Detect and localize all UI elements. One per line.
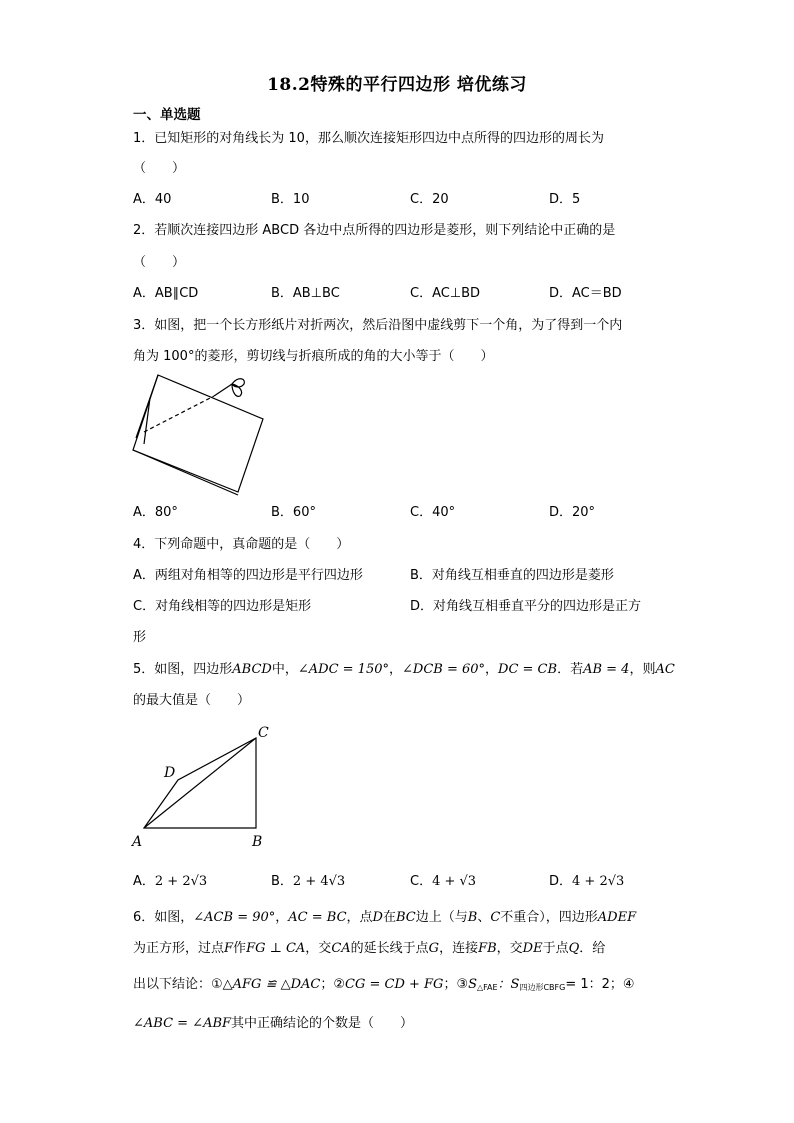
- q5-cond-dc-cb: DC = CB: [498, 662, 558, 677]
- q5-text: ，则: [629, 662, 656, 677]
- option-value: 2 + 4√3: [292, 874, 346, 889]
- option-letter: D．: [549, 874, 573, 889]
- q4-option-d-wrap: 形: [133, 630, 147, 645]
- q2-stem: 2．若顺次连接四边形 ABCD 各边中点所得的四边形是菱形，则下列结论中正确的是: [133, 223, 616, 238]
- q3-option-a[interactable]: A．80°: [133, 505, 178, 520]
- q5-text: 5．如图，四边形: [133, 662, 233, 677]
- q5-option-c[interactable]: [410, 873, 476, 891]
- q2-option-a[interactable]: A．AB∥CD: [133, 286, 199, 301]
- q6-text: ，点: [346, 910, 373, 925]
- q3-folded-paper-figure: [128, 372, 273, 497]
- option-value: 4 + √3: [432, 874, 477, 889]
- q6-math: △AFG ≌ △DAC: [222, 977, 321, 992]
- q6-text: 其中正确结论的个数是（ ）: [231, 1016, 414, 1031]
- q6-text: 作: [233, 941, 247, 956]
- q6-text: 于点: [542, 941, 569, 956]
- diagonal-ac: [144, 738, 256, 828]
- q5-stem-line2: 的最大值是（ ）: [133, 693, 251, 708]
- q6-math: CG = CD + FG: [345, 977, 444, 992]
- q4-option-c[interactable]: C．对角线相等的四边形是矩形: [133, 599, 312, 614]
- q5-cond-dcb: ∠DCB = 60°: [402, 662, 486, 677]
- q6-math: ADEF: [597, 910, 637, 925]
- q6-math: ∠ABC = ∠ABF: [133, 1016, 232, 1031]
- q5-stem-line1: 5．如图，四边形ABCD中，∠ADC = 150°，∠DCB = 60°，DC = CB．若AB = 4，则AC: [133, 662, 675, 677]
- q6-math: AC = BC: [288, 910, 347, 925]
- q4-stem: 4．下列命题中，真命题的是（ ）: [133, 537, 350, 552]
- option-letter: A．: [133, 874, 155, 889]
- q5-cond-adc: ∠ADC = 150°: [297, 662, 389, 677]
- q6-stem-line4: [133, 1015, 413, 1033]
- option-letter: C．: [410, 874, 433, 889]
- q1-option-a[interactable]: A．40: [133, 192, 172, 207]
- label-c: C: [258, 725, 269, 741]
- q3-stem-line2: 角为 100°的菱形，剪切线与折痕所成的角的大小等于（ ）: [133, 349, 494, 364]
- label-b: B: [252, 834, 263, 850]
- q4-option-b[interactable]: B．对角线互相垂直的四边形是菱形: [410, 568, 614, 583]
- q6-math: DE: [522, 941, 543, 956]
- option-letter: B．: [271, 874, 293, 889]
- q4-option-d[interactable]: D．对角线互相垂直平分的四边形是正方: [410, 599, 642, 614]
- q5-option-d[interactable]: [549, 873, 624, 891]
- q6-stem-line1: 6．如图，∠ACB = 90°，AC = BC，点D在BC边上（与B、C不重合），四边形ADEF: [133, 910, 637, 925]
- option-value: 4 + 2√3: [572, 874, 625, 889]
- q5-option-a[interactable]: [133, 873, 207, 891]
- q6-math: ：S: [497, 977, 520, 992]
- q5-cond-ab: AB = 4: [583, 662, 630, 677]
- section-heading: 一、单选题: [133, 107, 201, 123]
- q6-text: = 1：2；④: [565, 977, 635, 992]
- q3-stem-line1: 3．如图，把一个长方形纸片对折两次，然后沿图中虚线剪下一个角，为了得到一个内: [133, 318, 623, 333]
- option-value: 2 + 2√3: [154, 874, 208, 889]
- q1-blank: （ ）: [133, 161, 186, 176]
- q6-text: 6．如图，: [133, 910, 194, 925]
- q6-stem-line2: [133, 940, 605, 958]
- q6-text: 、: [477, 910, 491, 925]
- q6-math: S: [468, 977, 477, 992]
- q6-math: FG ⊥ CA: [246, 941, 306, 956]
- q6-text: ；②: [320, 977, 346, 992]
- scissors-icon: [214, 379, 244, 397]
- q6-math: CA: [331, 941, 351, 956]
- q3-option-c[interactable]: C．40°: [410, 505, 456, 520]
- q6-math: BC: [395, 910, 416, 925]
- q6-math: B: [467, 910, 478, 925]
- q1-option-d[interactable]: D．5: [549, 192, 581, 207]
- q3-option-d[interactable]: D．20°: [549, 505, 596, 520]
- label-a: A: [132, 834, 143, 850]
- q2-option-b[interactable]: B．AB⊥BC: [271, 286, 340, 301]
- q6-math: G: [428, 941, 440, 956]
- q1-option-b[interactable]: B．10: [271, 192, 310, 207]
- q6-text: 出以下结论：①: [133, 977, 223, 992]
- page-title: 18.2特殊的平行四边形 培优练习: [267, 75, 527, 95]
- q5-ac: AC: [655, 662, 675, 677]
- q1-option-c[interactable]: C．20: [410, 192, 449, 207]
- q5-quadrilateral-figure: [128, 722, 278, 852]
- q6-math: Q: [568, 941, 580, 956]
- q6-text: ，交: [305, 941, 332, 956]
- q5-text: ．若: [557, 662, 584, 677]
- q6-math: ∠ACB = 90°: [193, 910, 276, 925]
- q5-quad: ABCD: [232, 662, 272, 677]
- q6-text: 不重合），四边形: [500, 910, 598, 925]
- q6-text: 的延长线于点: [350, 941, 429, 956]
- q4-option-a[interactable]: A．两组对角相等的四边形是平行四边形: [133, 568, 363, 583]
- q1-stem: 1．已知矩形的对角线长为 10，那么顺次连接矩形四边中点所得的四边形的周长为: [133, 131, 604, 146]
- q6-text: ，连接: [439, 941, 479, 956]
- q2-blank: （ ）: [133, 255, 186, 270]
- q2-option-c[interactable]: C．AC⊥BD: [410, 286, 481, 301]
- q2-option-d[interactable]: D．AC＝BD: [549, 286, 622, 301]
- label-d: D: [164, 765, 176, 781]
- q5-option-b[interactable]: [271, 873, 345, 891]
- q6-text: ，交: [496, 941, 523, 956]
- q6-text: ；③: [443, 977, 469, 992]
- q6-math: F: [224, 941, 234, 956]
- q6-text: 边上（与: [415, 910, 468, 925]
- q6-math: FB: [478, 941, 497, 956]
- q6-subscript: 四边形CBFG: [519, 983, 566, 992]
- q6-text: 为正方形，过点: [133, 941, 225, 956]
- q5-text: 中，: [271, 662, 298, 677]
- q6-math: D: [372, 910, 383, 925]
- q6-stem-line3: [133, 976, 635, 997]
- q6-subscript: △FAE: [477, 983, 498, 992]
- q6-math: C: [490, 910, 501, 925]
- q6-text: ．给: [579, 941, 606, 956]
- q3-option-b[interactable]: B．60°: [271, 505, 316, 520]
- q6-text: 在: [382, 910, 396, 925]
